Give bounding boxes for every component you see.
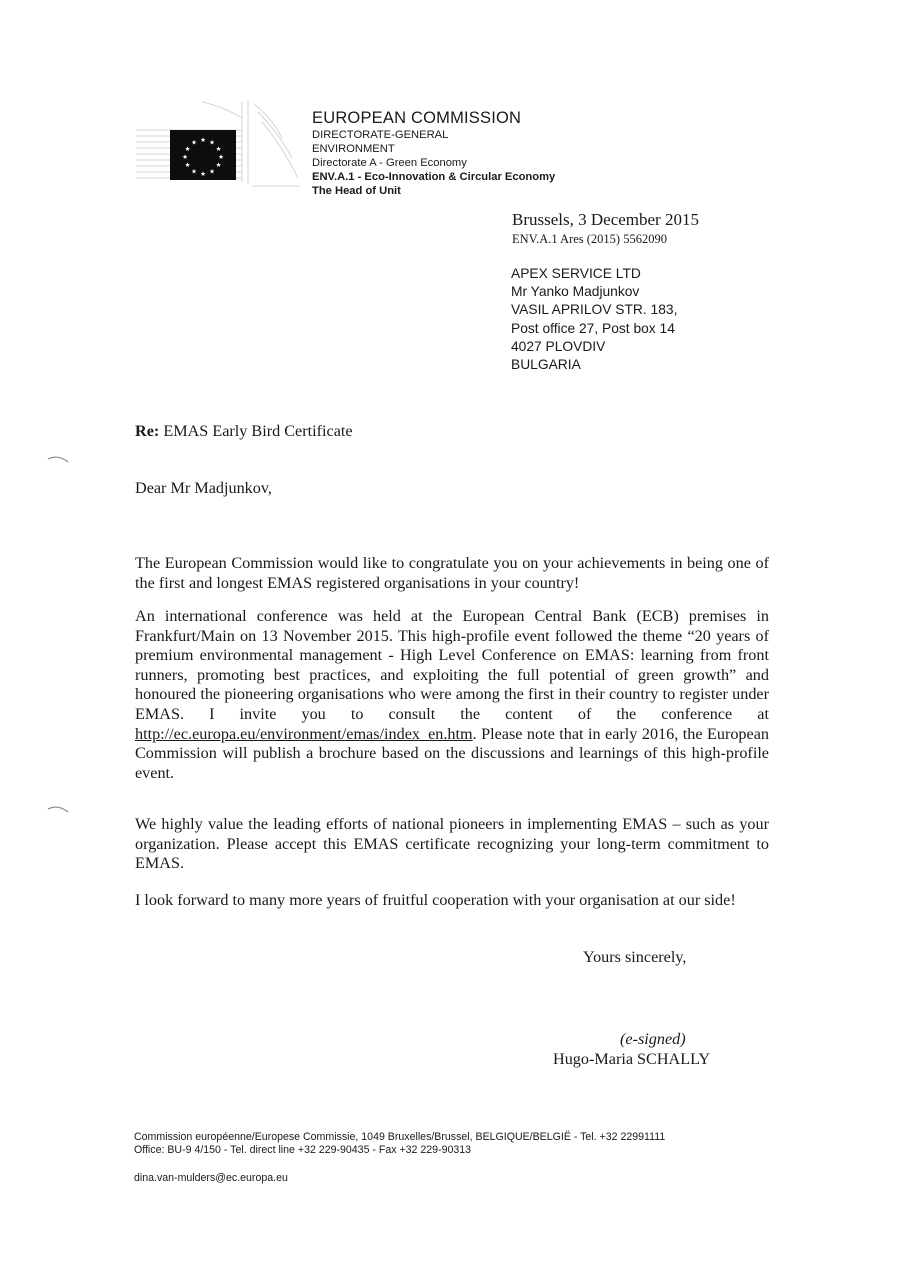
svg-text:★: ★ [215, 145, 222, 153]
salutation: Dear Mr Madjunkov, [135, 479, 272, 497]
dg-line-2: ENVIRONMENT [312, 143, 395, 155]
address-line: Post office 27, Post box 14 [511, 320, 675, 336]
address-line: 4027 PLOVDIV [511, 338, 606, 354]
unit-name: ENV.A.1 - Eco-Innovation & Circular Economy [312, 171, 556, 183]
conference-link[interactable]: http://ec.europa.eu/environment/emas/index_en.htm [135, 724, 473, 743]
address-line: APEX SERVICE LTD [511, 266, 641, 281]
directorate: Directorate A - Green Economy [312, 157, 467, 169]
ec-logo [132, 98, 302, 190]
paragraph-text: . Please note that in early 2016, the European Commission will publish a brochure based on the discussions and learnings of this high-profile event. [135, 724, 769, 782]
date-block [512, 210, 699, 248]
eu-flag-icon [132, 98, 302, 190]
svg-text:★: ★ [218, 153, 224, 161]
paragraph-text: An international conference was held at the European Central Bank (ECB) premises in Frankfurt/Main on 13 November 2015. This high-profile event followed the theme “20 years of premium environmental management - High Level Conference on EMAS: learning from front runners, promoting best practices, and exploiting the full potential of green growth” and honoured the pioneering organisations who were among the first in their country to register under EMAS. I invite you to consult the content of the conference at [135, 607, 769, 723]
paragraph-cooperation: I look forward to many more years of fruitful cooperation with your organisation at our side! [135, 891, 736, 909]
subject-text: EMAS Early Bird Certificate [163, 422, 353, 440]
address-line: BULGARIA [511, 357, 581, 373]
paragraph-certificate: We highly value the leading efforts of national pioneers in implementing EMAS – such as your organization. Please accept this EMAS certificate recognizing your long-term commitment to EMAS. [135, 815, 769, 873]
svg-text:★: ★ [200, 170, 206, 178]
footer-address [134, 1131, 665, 1157]
svg-text:★: ★ [191, 167, 197, 176]
svg-text:★: ★ [184, 161, 191, 169]
svg-text:★: ★ [184, 145, 191, 153]
letterhead [312, 108, 555, 198]
recipient-address [511, 265, 677, 374]
subject-line [135, 422, 353, 441]
address-line: VASIL APRILOV STR. 183, [511, 302, 678, 318]
address-line: Mr Yanko Madjunkov [511, 284, 640, 300]
footer-line-2: Office: BU-9 4/150 - Tel. direct line +32 229-90435 - Fax +32 229-90313 [134, 1144, 472, 1156]
svg-text:★: ★ [209, 167, 215, 176]
dg-line-1: DIRECTORATE-GENERAL [312, 129, 449, 141]
svg-text:★: ★ [182, 153, 188, 161]
svg-text:★: ★ [200, 136, 206, 144]
svg-text:★: ★ [209, 138, 215, 147]
paragraph-conference [135, 607, 769, 783]
svg-text:★: ★ [215, 161, 222, 169]
signer-name: Hugo-Maria SCHALLY [553, 1050, 711, 1068]
contact-email[interactable]: dina.van-mulders@ec.europa.eu [134, 1172, 288, 1184]
margin-mark [46, 453, 72, 467]
e-signed-note: (e-signed) [620, 1030, 686, 1048]
footer-line-1: Commission européenne/Europese Commissie, 1049 Bruxelles/Brussel, BELGIQUE/BELGIË - Tel. +32 22991111 [134, 1131, 666, 1143]
closing: Yours sincerely, [583, 948, 687, 966]
margin-mark [46, 803, 72, 817]
place-date: Brussels, 3 December 2015 [512, 210, 699, 229]
paragraph-congratulations: The European Commission would like to congratulate you on your achievements in being one of the first and longest EMAS registered organisations in your country! [135, 554, 769, 592]
organization-name: EUROPEAN COMMISSION [312, 109, 522, 127]
svg-text:★: ★ [191, 138, 197, 147]
reference-number: ENV.A.1 Ares (2015) 5562090 [512, 232, 667, 246]
sender-role: The Head of Unit [312, 185, 401, 197]
subject-label: Re: [135, 422, 160, 440]
